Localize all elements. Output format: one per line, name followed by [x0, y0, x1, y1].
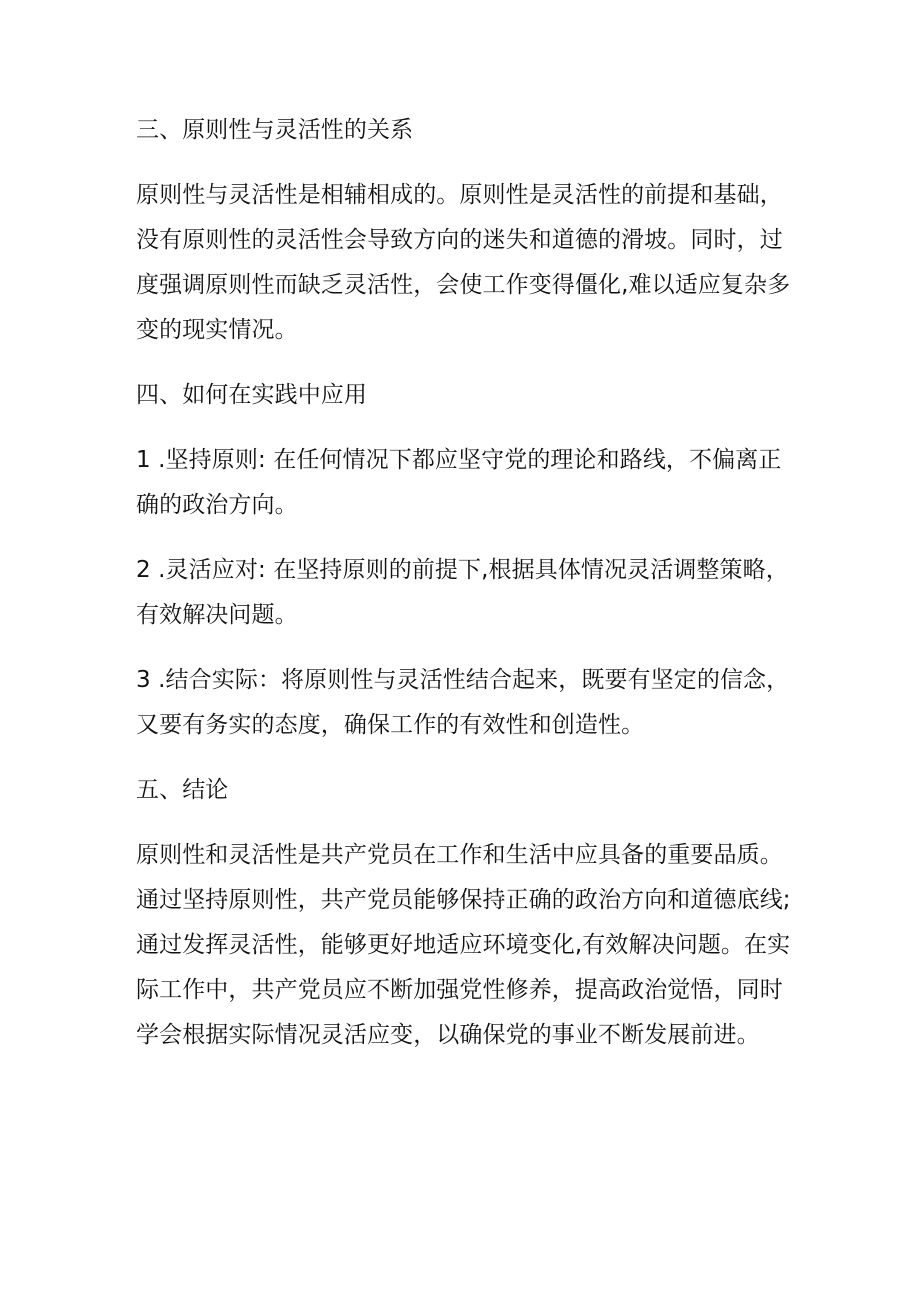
paragraph-line: 学会根据实际情况灵活应变，以确保党的事业不断发展前进。	[136, 1022, 760, 1048]
paragraph-line: 又要有务实的态度，确保工作的有效性和创造性。	[136, 712, 645, 738]
paragraph-relationship	[136, 173, 801, 353]
paragraph-line: 通过坚持原则性，共产党员能够保持正确的政治方向和道德底线;	[136, 887, 791, 913]
list-item-flexible-response	[136, 548, 801, 638]
paragraph-line: 原则性和灵活性是共产党员在工作和生活中应具备的重要品质。	[136, 842, 783, 868]
paragraph-line: 际工作中，共产党员应不断加强党性修养，提高政治觉悟，同时	[136, 977, 783, 1003]
paragraph-line: 变的现实情况。	[136, 317, 298, 343]
section-heading-practice	[136, 373, 801, 418]
list-item-combine-reality	[136, 658, 801, 748]
paragraph-line: 3 .结合实际：将原则性与灵活性结合起来，既要有坚定的信念，	[136, 667, 790, 693]
list-item-adhere-principle	[136, 438, 801, 528]
paragraph-line: 2 .灵活应对: 在坚持原则的前提下,根据具体情况灵活调整策略，	[136, 557, 789, 583]
paragraph-line: 原则性与灵活性是相辅相成的。原则性是灵活性的前提和基础，	[136, 182, 783, 208]
heading-text: 四、如何在实践中应用	[136, 382, 367, 408]
paragraph-line: 确的政治方向。	[136, 492, 298, 518]
document-body	[136, 108, 801, 1078]
section-heading-relationship	[136, 108, 801, 153]
paragraph-line: 度强调原则性而缺乏灵活性，会使工作变得僵化,难以适应复杂多	[136, 272, 791, 298]
paragraph-line: 通过发挥灵活性，能够更好地适应环境变化,有效解决问题。在实	[136, 932, 791, 958]
section-heading-conclusion	[136, 768, 801, 813]
heading-text: 三、原则性与灵活性的关系	[136, 117, 414, 143]
heading-text: 五、结论	[136, 777, 229, 803]
paragraph-line: 有效解决问题。	[136, 602, 298, 628]
paragraph-conclusion	[136, 833, 801, 1058]
paragraph-line: 1 .坚持原则: 在任何情况下都应坚守党的理论和路线，不偏离正	[136, 447, 782, 473]
paragraph-line: 没有原则性的灵活性会导致方向的迷失和道德的滑坡。同时，过	[136, 227, 783, 253]
